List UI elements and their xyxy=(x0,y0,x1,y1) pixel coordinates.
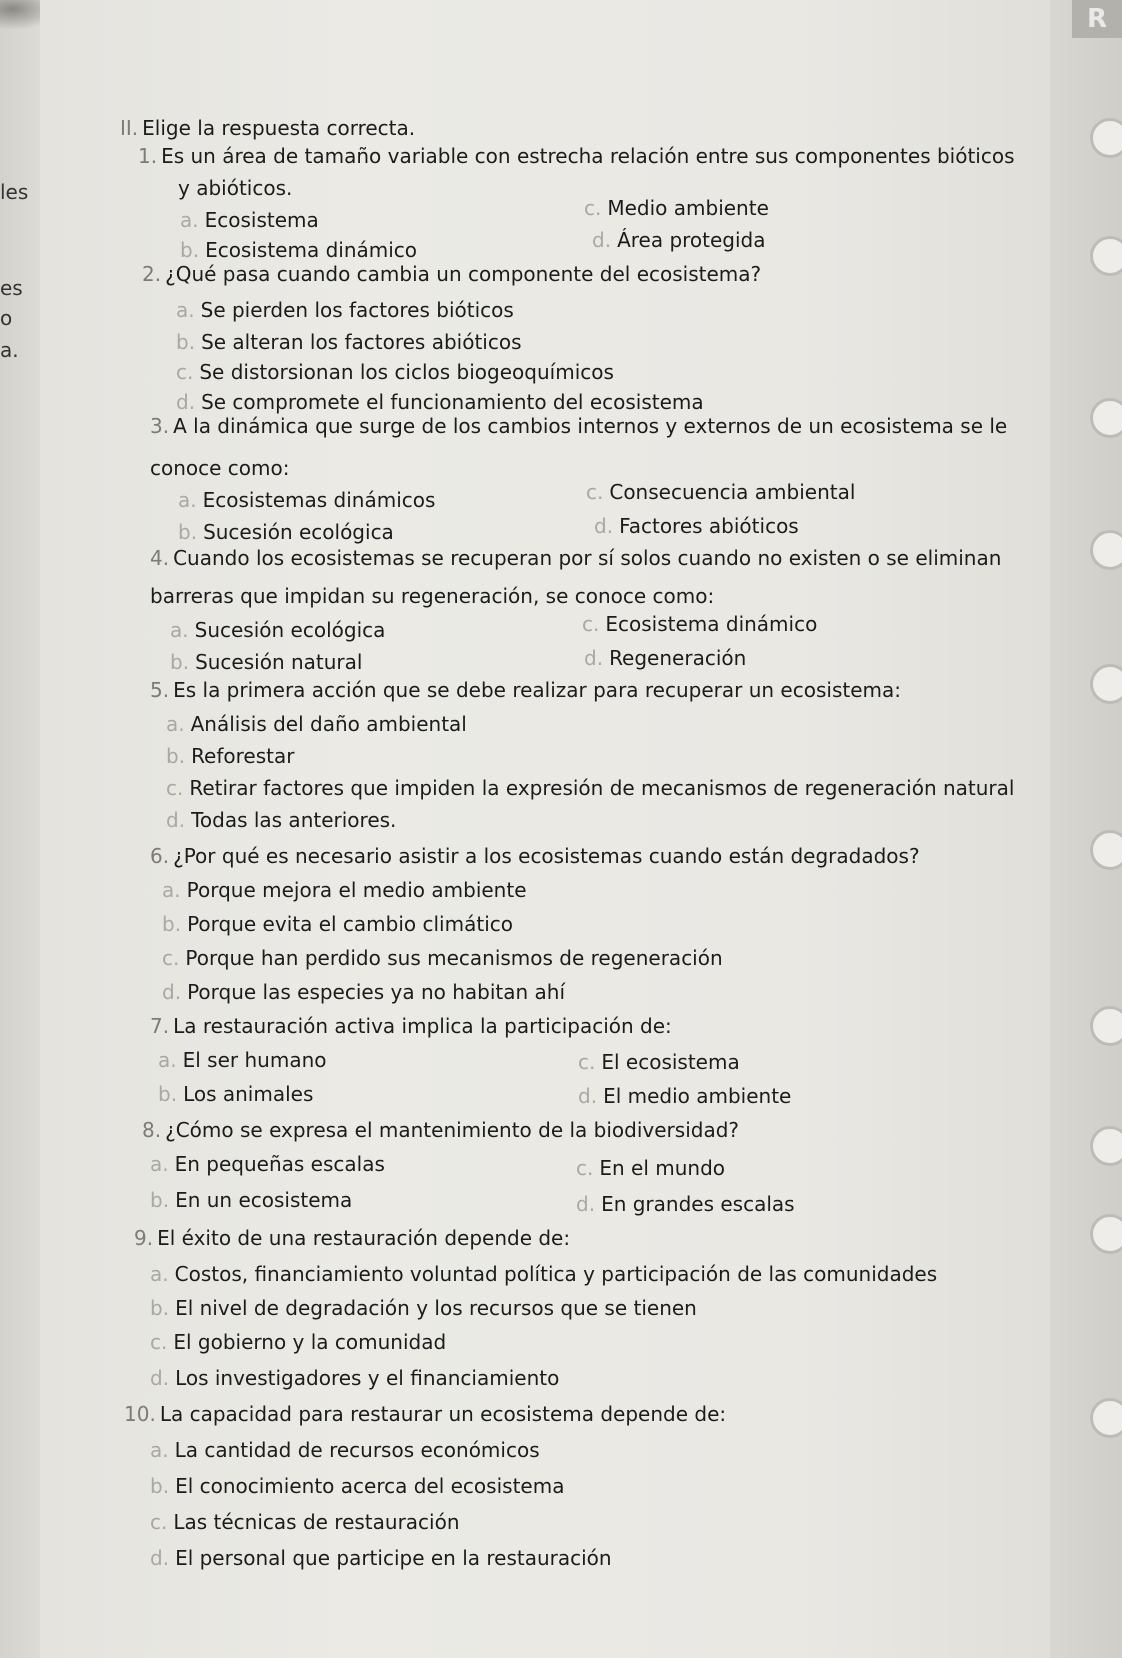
option-8b[interactable]: b. En un ecosistema xyxy=(150,1188,353,1212)
option-3d[interactable]: d. Factores abióticos xyxy=(594,514,799,538)
binder-ring xyxy=(1090,118,1122,158)
option-2b[interactable]: b. Se alteran los factores abióticos xyxy=(176,330,522,354)
question-3-cont: conoce como: xyxy=(150,456,290,480)
section-title: II. Elige la respuesta correcta. xyxy=(120,116,416,140)
option-8a[interactable]: a. En pequeñas escalas xyxy=(150,1152,385,1176)
option-5b[interactable]: b. Reforestar xyxy=(166,744,295,768)
binder-ring xyxy=(1090,1214,1122,1254)
left-page-edge xyxy=(0,0,40,1658)
corner-tab: R xyxy=(1072,0,1122,38)
question-6: 6. ¿Por qué es necesario asistir a los ecosistemas cuando están degradados? xyxy=(150,844,920,868)
binder-ring xyxy=(1090,236,1122,276)
binder-ring xyxy=(1090,664,1122,704)
option-2a[interactable]: a. Se pierden los factores bióticos xyxy=(176,298,514,322)
question-7: 7. La restauración activa implica la participación de: xyxy=(150,1014,672,1038)
option-8d[interactable]: d. En grandes escalas xyxy=(576,1192,795,1216)
option-10c[interactable]: c. Las técnicas de restauración xyxy=(150,1510,460,1534)
binder-ring xyxy=(1090,530,1122,570)
question-9: 9. El éxito de una restauración depende de: xyxy=(134,1226,571,1250)
option-3a[interactable]: a. Ecosistemas dinámicos xyxy=(178,488,436,512)
question-8: 8. ¿Cómo se expresa el mantenimiento de la biodiversidad? xyxy=(142,1118,740,1142)
option-2d[interactable]: d. Se compromete el funcionamiento del ecosistema xyxy=(176,390,704,414)
option-1b[interactable]: b. Ecosistema dinámico xyxy=(180,238,418,262)
question-10: 10. La capacidad para restaurar un ecosistema depende de: xyxy=(124,1402,727,1426)
option-10b[interactable]: b. El conocimiento acerca del ecosistema xyxy=(150,1474,565,1498)
option-7a[interactable]: a. El ser humano xyxy=(158,1048,327,1072)
option-7d[interactable]: d. El medio ambiente xyxy=(578,1084,792,1108)
option-4c[interactable]: c. Ecosistema dinámico xyxy=(582,612,818,636)
question-4-cont: barreras que impidan su regeneración, se conoce como: xyxy=(150,584,715,608)
question-5: 5. Es la primera acción que se debe realizar para recuperar un ecosistema: xyxy=(150,678,901,702)
margin-fragment: les xyxy=(0,180,29,204)
question-1-cont: y abióticos. xyxy=(178,176,293,200)
margin-fragment: a. xyxy=(0,338,19,362)
question-1: 1. Es un área de tamaño variable con estrecha relación entre sus componentes bióticos xyxy=(138,144,1015,168)
question-3: 3. A la dinámica que surge de los cambios internos y externos de un ecosistema se le xyxy=(150,414,1008,438)
section-numeral: II. xyxy=(120,116,139,140)
option-3c[interactable]: c. Consecuencia ambiental xyxy=(586,480,856,504)
option-9a[interactable]: a. Costos, financiamiento voluntad política y participación de las comunidades xyxy=(150,1262,938,1286)
question-2: 2. ¿Qué pasa cuando cambia un componente del ecosistema? xyxy=(142,262,762,286)
binder-ring xyxy=(1090,398,1122,438)
option-3b[interactable]: b. Sucesión ecológica xyxy=(178,520,394,544)
option-9b[interactable]: b. El nivel de degradación y los recursos que se tienen xyxy=(150,1296,697,1320)
margin-fragment: o xyxy=(0,306,13,330)
option-2c[interactable]: c. Se distorsionan los ciclos biogeoquímicos xyxy=(176,360,614,384)
option-6a[interactable]: a. Porque mejora el medio ambiente xyxy=(162,878,527,902)
option-6d[interactable]: d. Porque las especies ya no habitan ahí xyxy=(162,980,566,1004)
binder-ring xyxy=(1090,830,1122,870)
option-6c[interactable]: c. Porque han perdido sus mecanismos de regeneración xyxy=(162,946,723,970)
option-10d[interactable]: d. El personal que participe en la restauración xyxy=(150,1546,612,1570)
binder-edge xyxy=(1050,0,1122,1658)
margin-fragment: es xyxy=(0,276,23,300)
option-6b[interactable]: b. Porque evita el cambio climático xyxy=(162,912,513,936)
option-5a[interactable]: a. Análisis del daño ambiental xyxy=(166,712,467,736)
option-8c[interactable]: c. En el mundo xyxy=(576,1156,726,1180)
option-1d[interactable]: d. Área protegida xyxy=(592,228,766,252)
option-10a[interactable]: a. La cantidad de recursos económicos xyxy=(150,1438,540,1462)
binder-ring xyxy=(1090,1126,1122,1166)
option-5c[interactable]: c. Retirar factores que impiden la expresión de mecanismos de regeneración natural xyxy=(166,776,1015,800)
option-1c[interactable]: c. Medio ambiente xyxy=(584,196,769,220)
binder-ring xyxy=(1090,1006,1122,1046)
option-4b[interactable]: b. Sucesión natural xyxy=(170,650,363,674)
question-4: 4. Cuando los ecosistemas se recuperan por sí solos cuando no existen o se eliminan xyxy=(150,546,1002,570)
option-4a[interactable]: a. Sucesión ecológica xyxy=(170,618,386,642)
option-5d[interactable]: d. Todas las anteriores. xyxy=(166,808,397,832)
option-7b[interactable]: b. Los animales xyxy=(158,1082,314,1106)
option-4d[interactable]: d. Regeneración xyxy=(584,646,747,670)
option-9d[interactable]: d. Los investigadores y el financiamiento xyxy=(150,1366,560,1390)
option-1a[interactable]: a. Ecosistema xyxy=(180,208,319,232)
option-9c[interactable]: c. El gobierno y la comunidad xyxy=(150,1330,447,1354)
option-7c[interactable]: c. El ecosistema xyxy=(578,1050,740,1074)
binder-ring xyxy=(1090,1398,1122,1438)
